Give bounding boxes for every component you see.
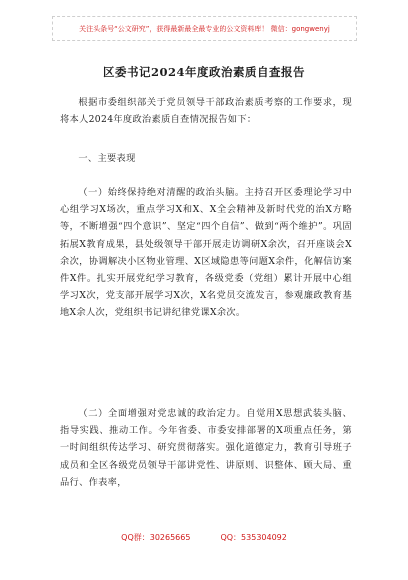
banner-text: 关注头条号“公文研究”，获得最新最全最专业的公文资料库！ 微信：gongwenyj	[79, 24, 330, 33]
body-paragraph-1: （一）始终保持绝对清醒的政治头脑。主持召开区委理论学习中心组学习X场次，重点学习X和X、X全会精神及新时代党的治X方略等，不断增强“四个意识”、坚定“四个自信”、做到“两个维护”。巩固拓展X教育成果，县处级领导干部开展走访调研X余次，召开座谈会X余次，协调解决小区物业管理、X区域隐患等问题X余件，化解信访案件X件。扎实开展党纪学习教育，各级党委（党组）累计开展中心组学习X次，党支部开展学习X次，X名党员交流发言，参观廉政教育基地X余人次，党组织书记讲纪律党课X余次。	[60, 187, 352, 319]
intro-paragraph: 根据市委组织部关于党员领导干部政治素质考察的工作要求，现将本人2024年度政治素质自查情况报告如下：	[60, 97, 352, 126]
header-banner	[52, 16, 357, 41]
footer-qq: QQ：535304092	[220, 533, 287, 542]
section-heading: 一、主要表现	[78, 153, 136, 164]
document-title: 区委书记2024年度政治素质自查报告	[102, 65, 305, 79]
body-paragraph-2: （二）全面增强对党忠诚的政治定力。自觉用X思想武装头脑、指导实践、推动工作。今年省委、市委安排部署的X项重点任务，第一时间组织传达学习、研究贯彻落实。强化道德定力，教育引导班子成员和全区各级党员领导干部讲党性、讲原则、识整体、顾大局、重品行、作表率，	[60, 408, 352, 488]
footer-contact	[0, 532, 408, 543]
footer-qq-group: QQ群：30265665	[121, 533, 191, 542]
